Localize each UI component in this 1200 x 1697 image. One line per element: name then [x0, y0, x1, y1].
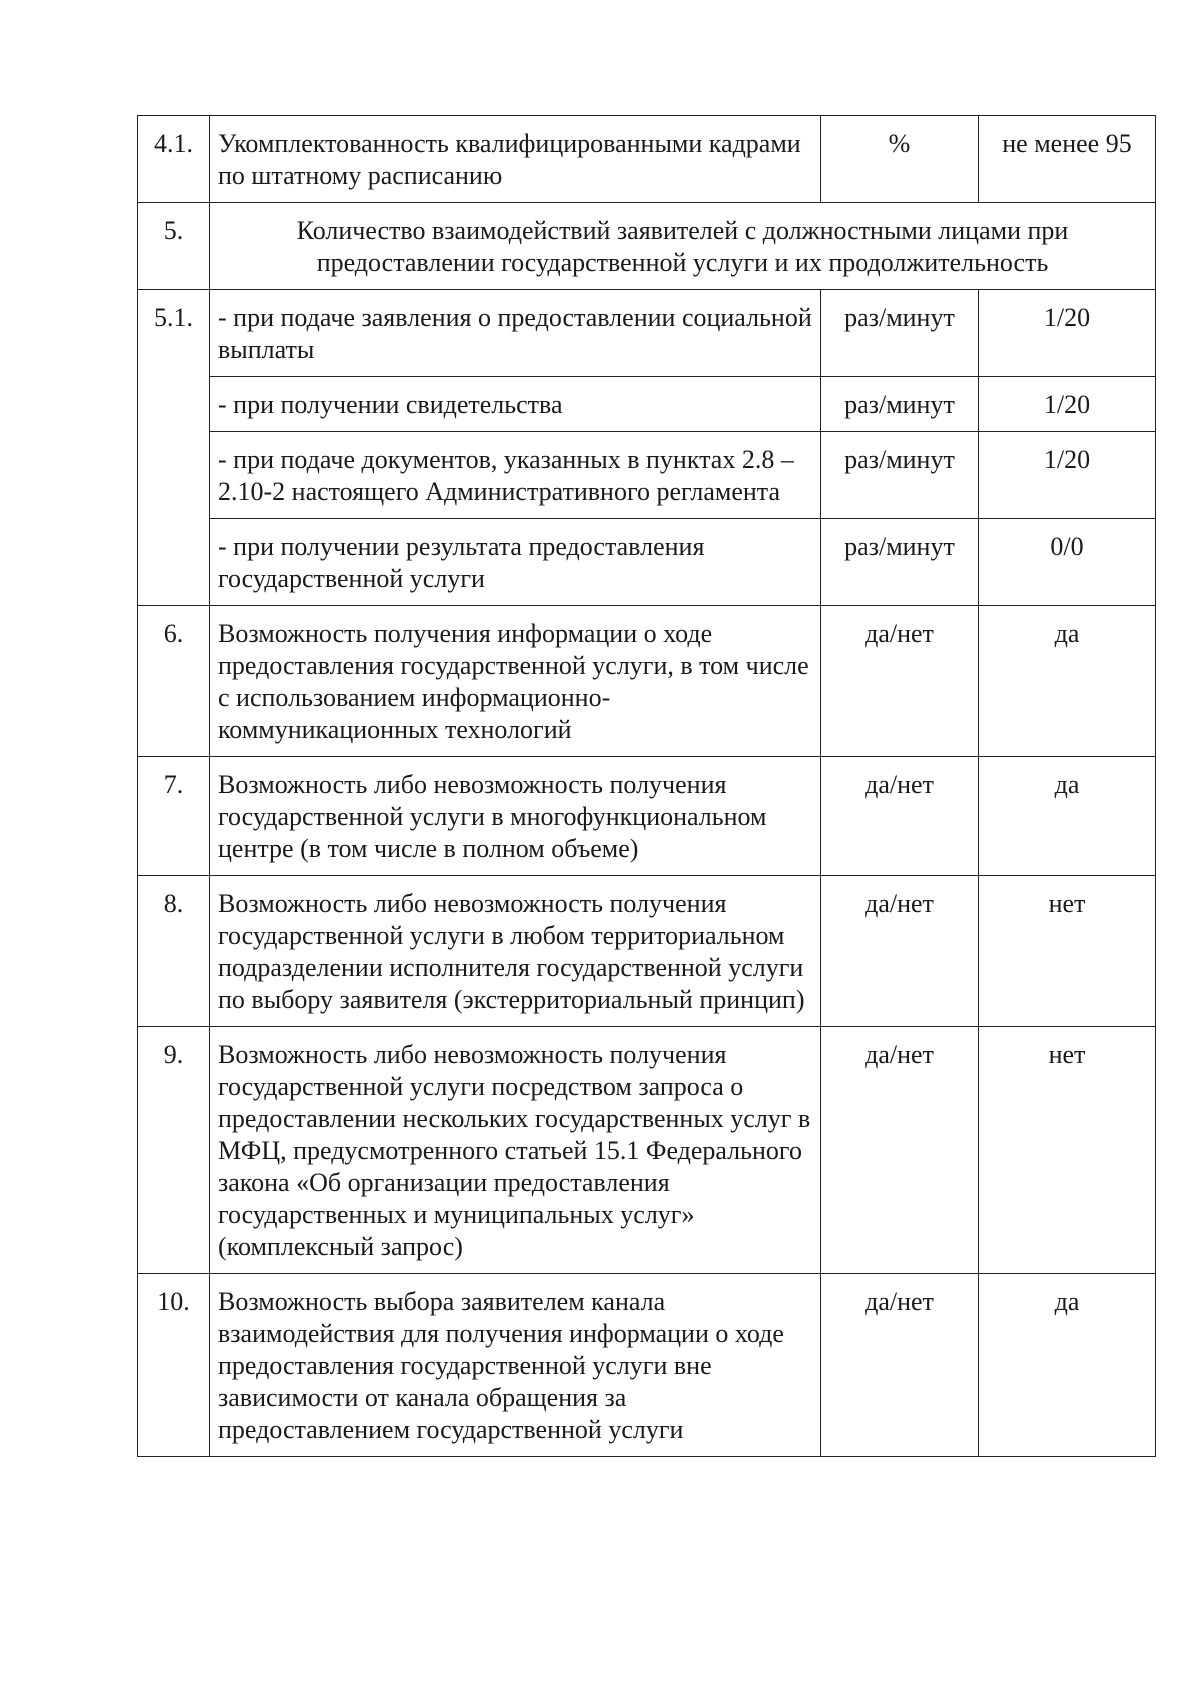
normative-value: 1/20: [979, 432, 1156, 519]
table-row: [138, 606, 1156, 757]
normative-value: да: [979, 1274, 1156, 1457]
indicator-name: Возможность получения информации о ходе предоставления государственной услуги, в том числе с использованием информационно-коммуникационных технологий: [210, 606, 821, 757]
table-row: [138, 1027, 1156, 1274]
indicator-name: - при подаче заявления о предоставлении социальной выплаты: [210, 290, 821, 377]
table-row: [138, 377, 1156, 432]
row-number: 4.1.: [138, 116, 210, 203]
table-row: [138, 519, 1156, 606]
table-row: [138, 203, 1156, 290]
table-row: [138, 432, 1156, 519]
normative-value: да: [979, 757, 1156, 876]
table-row: [138, 757, 1156, 876]
document-page: [137, 115, 1155, 1457]
normative-value: 1/20: [979, 290, 1156, 377]
unit-of-measure: раз/минут: [821, 519, 979, 606]
row-number: 7.: [138, 757, 210, 876]
indicator-name: Укомплектованность квалифицированными кадрами по штатному расписанию: [210, 116, 821, 203]
indicator-name: - при получении результата предоставления государственной услуги: [210, 519, 821, 606]
normative-value: 0/0: [979, 519, 1156, 606]
indicator-name: Возможность выбора заявителем канала взаимодействия для получения информации о ходе предоставления государственной услуги вне зависимости от канала обращения за предоставлением государственной услуги: [210, 1274, 821, 1457]
indicator-name: - при получении свидетельства: [210, 377, 821, 432]
row-number: 8.: [138, 876, 210, 1027]
section-heading: Количество взаимодействий заявителей с должностными лицами при предоставлении государственной услуги и их продолжительность: [210, 203, 1156, 290]
table-row: [138, 116, 1156, 203]
normative-value: нет: [979, 1027, 1156, 1274]
normative-value: 1/20: [979, 377, 1156, 432]
indicator-name: - при подаче документов, указанных в пунктах 2.8 – 2.10-2 настоящего Административного регламента: [210, 432, 821, 519]
table-row: [138, 1274, 1156, 1457]
table-row: [138, 876, 1156, 1027]
normative-value: не менее 95: [979, 116, 1156, 203]
unit-of-measure: раз/минут: [821, 432, 979, 519]
row-number: 5.1.: [138, 290, 210, 606]
unit-of-measure: да/нет: [821, 606, 979, 757]
unit-of-measure: да/нет: [821, 1274, 979, 1457]
normative-value: да: [979, 606, 1156, 757]
unit-of-measure: да/нет: [821, 876, 979, 1027]
unit-of-measure: раз/минут: [821, 290, 979, 377]
row-number: 9.: [138, 1027, 210, 1274]
table-row: [138, 290, 1156, 377]
row-number: 5.: [138, 203, 210, 290]
unit-of-measure: да/нет: [821, 1027, 979, 1274]
indicator-name: Возможность либо невозможность получения государственной услуги в многофункциональном центре (в том числе в полном объеме): [210, 757, 821, 876]
row-number: 10.: [138, 1274, 210, 1457]
unit-of-measure: да/нет: [821, 757, 979, 876]
unit-of-measure: %: [821, 116, 979, 203]
unit-of-measure: раз/минут: [821, 377, 979, 432]
normative-value: нет: [979, 876, 1156, 1027]
indicator-name: Возможность либо невозможность получения государственной услуги посредством запроса о предоставлении нескольких государственных услуг в МФЦ, предусмотренного статьей 15.1 Федерального закона «Об организации предоставления государственных и муниципальных услуг» (комплексный запрос): [210, 1027, 821, 1274]
row-number: 6.: [138, 606, 210, 757]
indicator-name: Возможность либо невозможность получения государственной услуги в любом территориальном подразделении исполнителя государственной услуги по выбору заявителя (экстерриториальный принцип): [210, 876, 821, 1027]
indicators-table: [137, 115, 1156, 1457]
